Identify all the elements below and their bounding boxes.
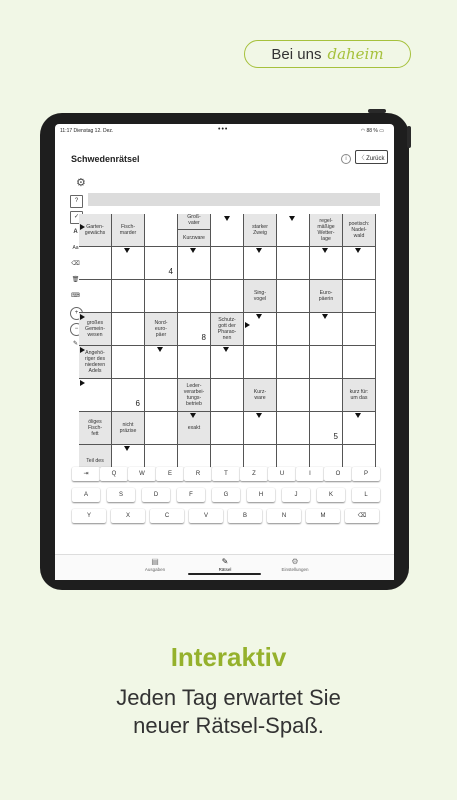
arrow-down-icon xyxy=(355,248,361,253)
key-n[interactable]: N xyxy=(267,509,301,523)
arrow-down-icon xyxy=(256,413,262,418)
clue-cell[interactable]: starker Zweig xyxy=(244,214,277,247)
answer-cell[interactable] xyxy=(277,313,310,346)
answer-cell[interactable] xyxy=(211,247,244,280)
info-icon[interactable]: i xyxy=(341,154,351,164)
key-b[interactable]: B xyxy=(228,509,262,523)
answer-cell[interactable] xyxy=(277,412,310,445)
reveal-word-icon[interactable]: Aa xyxy=(70,243,81,254)
key-l[interactable]: L xyxy=(352,488,380,502)
answer-cell[interactable] xyxy=(112,346,145,379)
key-g[interactable]: G xyxy=(212,488,240,502)
brand-text-part2: daheim xyxy=(327,45,384,63)
clue-cell[interactable]: Fisch- marder xyxy=(112,214,145,247)
puzzle-edit-icon: ✎ xyxy=(221,557,229,566)
keyboard-toggle-icon[interactable]: ⌨ xyxy=(70,291,81,302)
answer-cell[interactable] xyxy=(178,346,211,379)
tablet-side-button xyxy=(407,126,411,148)
arrow-down-icon xyxy=(322,314,328,319)
answer-cell[interactable] xyxy=(211,412,244,445)
key-a[interactable]: A xyxy=(72,488,100,502)
cell-number: 5 xyxy=(333,432,338,441)
key-s[interactable]: S xyxy=(107,488,135,502)
clue-cell[interactable]: öliges Fisch- fett xyxy=(79,412,112,445)
answer-cell[interactable] xyxy=(145,280,178,313)
trash-icon[interactable]: 🗑 xyxy=(70,275,81,286)
answer-cell[interactable] xyxy=(178,280,211,313)
tab-einstellungen[interactable] xyxy=(265,557,325,572)
home-indicator[interactable] xyxy=(188,573,261,575)
arrow-down-icon xyxy=(124,248,130,253)
key-p[interactable]: P xyxy=(352,467,380,481)
key-backspace[interactable]: ⌫ xyxy=(345,509,379,523)
key-z[interactable]: Z xyxy=(240,467,268,481)
eraser-icon[interactable]: ⌫ xyxy=(70,259,81,270)
tab-raetsel[interactable] xyxy=(195,557,255,572)
promo-headline: Interaktiv xyxy=(170,642,287,672)
answer-cell[interactable] xyxy=(277,379,310,412)
status-bar xyxy=(55,124,394,136)
zoom-in-icon[interactable]: + xyxy=(70,307,83,320)
back-button[interactable]: 〈 Zurück xyxy=(355,150,388,164)
answer-cell[interactable] xyxy=(79,280,112,313)
clue-cell[interactable]: großes Gemein- wesen xyxy=(79,313,112,346)
clue-cell[interactable]: poetisch: Nadel- wald xyxy=(343,214,376,247)
key-t[interactable]: T xyxy=(212,467,240,481)
key-m[interactable]: M xyxy=(306,509,340,523)
answer-cell[interactable] xyxy=(145,412,178,445)
check-icon[interactable]: ✓ xyxy=(70,211,83,224)
clue-cell[interactable]: kurz für: um das xyxy=(343,379,376,412)
clue-cell[interactable]: Angehö- riger des niederen Adels xyxy=(79,346,112,379)
arrow-down-icon xyxy=(157,347,163,352)
answer-cell[interactable] xyxy=(145,247,178,280)
arrow-down-icon xyxy=(355,413,361,418)
key-j[interactable]: J xyxy=(282,488,310,502)
answer-cell[interactable] xyxy=(277,280,310,313)
gear-icon: ⚙ xyxy=(291,557,299,566)
crossword-grid[interactable] xyxy=(79,214,374,464)
cell-number: 6 xyxy=(135,399,140,408)
arrow-down-icon xyxy=(224,216,230,221)
key-tab[interactable]: ⇥ xyxy=(72,467,100,481)
cell-number: 4 xyxy=(168,267,173,276)
answer-cell[interactable] xyxy=(277,247,310,280)
battery-level: 88 % xyxy=(366,128,378,134)
arrow-right-icon xyxy=(80,380,85,386)
answer-cell[interactable] xyxy=(145,214,178,247)
pencil-icon[interactable]: ✎ xyxy=(70,339,81,350)
battery-icon: ▭ xyxy=(379,128,384,134)
answer-cell[interactable] xyxy=(211,280,244,313)
key-e[interactable]: E xyxy=(156,467,184,481)
key-f[interactable]: F xyxy=(177,488,205,502)
key-o[interactable]: O xyxy=(324,467,352,481)
tab-ausgaben[interactable] xyxy=(125,557,185,572)
arrow-right-icon xyxy=(80,314,85,320)
tab-bar xyxy=(55,554,394,580)
answer-cell[interactable] xyxy=(343,346,376,379)
page-title: Schwedenrätsel xyxy=(71,154,140,164)
newspaper-icon: ▤ xyxy=(151,557,159,566)
clue-cell[interactable]: Teil des xyxy=(79,445,112,478)
clue-cell[interactable]: exakt xyxy=(178,412,211,445)
clue-cell[interactable]: Nord- euro- päer xyxy=(145,313,178,346)
arrow-right-icon xyxy=(80,224,85,230)
clue-cell[interactable]: Kurzware xyxy=(178,230,211,247)
arrow-down-icon xyxy=(190,413,196,418)
key-x[interactable]: X xyxy=(111,509,145,523)
key-v[interactable]: V xyxy=(189,509,223,523)
answer-cell[interactable] xyxy=(112,313,145,346)
clue-display-bar xyxy=(88,193,380,206)
key-c[interactable]: C xyxy=(150,509,184,523)
key-h[interactable]: H xyxy=(247,488,275,502)
reveal-letter-icon[interactable]: A xyxy=(70,227,81,238)
answer-cell[interactable] xyxy=(310,379,343,412)
brand-logo xyxy=(244,40,411,68)
answer-cell[interactable] xyxy=(343,280,376,313)
answer-cell[interactable] xyxy=(244,346,277,379)
arrow-down-icon xyxy=(322,248,328,253)
clue-cell[interactable]: Leder- verarbei- tungs- betrieb xyxy=(178,379,211,412)
answer-cell[interactable] xyxy=(343,313,376,346)
key-d[interactable]: D xyxy=(142,488,170,502)
answer-cell[interactable] xyxy=(211,379,244,412)
clue-cell[interactable]: nicht präzise xyxy=(112,412,145,445)
tab-label: Rätsel xyxy=(218,567,232,572)
arrow-down-icon xyxy=(256,314,262,319)
key-y[interactable]: Y xyxy=(72,509,106,523)
promo-subtitle-line2: neuer Rätsel-Spaß. xyxy=(133,713,324,738)
help-icon[interactable]: ? xyxy=(70,195,83,208)
key-i[interactable]: I xyxy=(296,467,324,481)
arrow-down-icon xyxy=(289,216,295,221)
tab-label: Einstellungen xyxy=(281,567,309,572)
clue-cell[interactable]: regel- mäßige Wetter- lage xyxy=(310,214,343,247)
key-r[interactable]: R xyxy=(184,467,212,481)
status-date: Dienstag 12. Dez. xyxy=(73,128,114,134)
clue-cell[interactable]: Kurz- ware xyxy=(244,379,277,412)
answer-cell[interactable] xyxy=(112,379,145,412)
tab-label: Ausgaben xyxy=(144,567,166,572)
arrow-right-icon xyxy=(245,322,250,328)
answer-cell[interactable] xyxy=(310,346,343,379)
clue-cell[interactable]: Groß- vater xyxy=(178,214,211,230)
key-k[interactable]: K xyxy=(317,488,345,502)
zoom-out-icon[interactable]: − xyxy=(70,323,83,336)
arrow-down-icon xyxy=(256,248,262,253)
answer-cell[interactable] xyxy=(310,412,343,445)
clue-cell[interactable]: Garten- gewächs xyxy=(79,214,112,247)
promo-subtitle-line1: Jeden Tag erwartet Sie xyxy=(116,685,341,710)
tablet-screen xyxy=(55,124,394,579)
wifi-icon: ◠ xyxy=(360,128,366,134)
clue-cell[interactable]: Sing- vogel xyxy=(244,280,277,313)
gear-icon[interactable]: ⚙ xyxy=(76,177,86,189)
arrow-down-icon xyxy=(124,446,130,451)
key-u[interactable]: U xyxy=(268,467,296,481)
status-time: 11:17 xyxy=(60,128,73,134)
key-w[interactable]: W xyxy=(128,467,156,481)
arrow-down-icon xyxy=(223,347,229,352)
brand-text-part1: Bei uns xyxy=(271,45,322,63)
answer-cell[interactable] xyxy=(145,379,178,412)
key-q[interactable]: Q xyxy=(100,467,128,481)
cell-number: 8 xyxy=(201,333,206,342)
answer-cell[interactable] xyxy=(79,247,112,280)
clue-cell[interactable]: Schutz- gott der Pharao- nen xyxy=(211,313,244,346)
answer-cell[interactable] xyxy=(112,280,145,313)
clue-cell[interactable]: Euro- päerin xyxy=(310,280,343,313)
multitask-dots-icon[interactable]: ••• xyxy=(218,126,229,133)
arrow-right-icon xyxy=(80,347,85,353)
arrow-down-icon xyxy=(190,248,196,253)
answer-cell[interactable] xyxy=(277,346,310,379)
answer-cell[interactable] xyxy=(178,313,211,346)
